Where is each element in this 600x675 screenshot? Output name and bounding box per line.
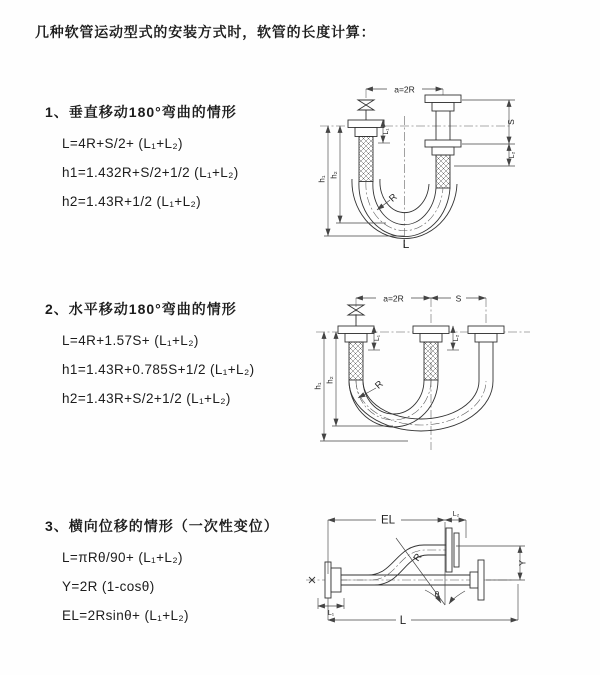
hose-bend-alt-centerline xyxy=(356,378,486,425)
dimension-lines xyxy=(318,511,528,627)
formula-line: Y=2R (1-cosθ) xyxy=(62,579,155,594)
dim-label-l2: L₂ xyxy=(509,151,516,159)
flange-middle xyxy=(413,326,449,334)
braided-hose-left xyxy=(359,137,373,182)
formula-line: L=4R+1.57S+ (L₁+L₂) xyxy=(62,333,199,348)
section-1-formulas xyxy=(62,129,239,216)
centerlines xyxy=(317,89,512,248)
dim-label-l1: L₁ xyxy=(383,128,390,135)
formula-line: h2=1.43R+1/2 (L₁+L₂) xyxy=(62,194,202,209)
flange-left xyxy=(338,326,374,334)
section-3-heading: 3、横向位移的情形（一次性变位） xyxy=(45,518,279,534)
flange-right-raised xyxy=(425,95,461,103)
diagram-vertical-180 xyxy=(306,76,524,254)
dim-label-a2r: a=2R xyxy=(383,293,404,304)
dim-label-theta: θ xyxy=(434,589,440,599)
formula-line: L=πRθ/90+ (L₁+L₂) xyxy=(62,550,183,565)
dim-label-h1: h₁ xyxy=(313,382,323,390)
dim-label-l2: L₂ xyxy=(453,334,460,342)
dim-label-r: R xyxy=(411,551,425,564)
hose-assembly xyxy=(338,305,504,431)
dim-label-l1: L₁ xyxy=(374,334,381,342)
flange-right-original xyxy=(478,560,484,600)
hose-bend-alt-outer xyxy=(349,378,493,431)
dim-label-h2: h₂ xyxy=(325,376,335,384)
dimension-lines xyxy=(318,84,517,251)
centerlines xyxy=(313,298,530,450)
dim-label-h1: h₁ xyxy=(317,175,327,183)
braided-hose-right xyxy=(436,155,450,188)
dim-label-l1: L₁ xyxy=(327,610,335,617)
hose-curve-top xyxy=(341,545,446,575)
formula-line: h1=1.43R+0.785S+1/2 (L₁+L₂) xyxy=(62,362,255,377)
dim-label-y: Y xyxy=(517,559,528,567)
section-2-heading: 2、水平移动180°弯曲的情形 xyxy=(45,301,237,317)
flange-right-shifted xyxy=(468,326,504,334)
flange-right-displaced xyxy=(446,528,452,572)
diagram-horizontal-180 xyxy=(308,286,538,458)
angle-arc-right xyxy=(449,591,465,604)
section-lateral-displacement xyxy=(45,516,279,630)
flange-left xyxy=(348,120,384,128)
section-1-heading: 1、垂直移动180°弯曲的情形 xyxy=(45,104,237,120)
page-title: 几种软管运动型式的安装方式时，软管的长度计算： xyxy=(35,24,376,40)
dim-label-a2r: a=2R xyxy=(394,84,415,95)
hose-curve-centerline xyxy=(341,550,446,580)
dim-label-el: EL xyxy=(380,514,396,527)
hose-bend-inner xyxy=(363,380,424,414)
formula-line: h2=1.43R+S/2+1/2 (L₁+L₂) xyxy=(62,391,231,406)
formula-line: h1=1.432R+S/2+1/2 (L₁+L₂) xyxy=(62,165,239,180)
section-2-formulas xyxy=(62,326,254,413)
section-3-formulas xyxy=(62,543,279,630)
section-horizontal-movement xyxy=(45,299,254,413)
dim-label-l: L xyxy=(399,615,407,627)
diagram-lateral-displacement xyxy=(298,502,573,650)
dimension-lines xyxy=(314,293,487,441)
section-vertical-movement xyxy=(45,102,239,216)
braided-hose-middle xyxy=(424,342,438,380)
formula-line: L=4R+S/2+ (L₁+L₂) xyxy=(62,136,183,151)
valve-icon xyxy=(358,100,374,110)
flange-right-lower xyxy=(425,140,461,147)
dim-label-r: R xyxy=(373,378,386,392)
dim-label-l: L xyxy=(402,237,410,251)
dim-label-s: S xyxy=(506,119,516,125)
dim-label-s: S xyxy=(455,293,462,304)
formula-line: EL=2Rsinθ+ (L₁+L₂) xyxy=(62,608,189,623)
dim-label-l2: L₂ xyxy=(452,511,460,518)
dim-label-h2: h₂ xyxy=(329,171,339,179)
dim-label-r: R xyxy=(387,191,400,205)
braided-hose-left xyxy=(349,342,363,380)
